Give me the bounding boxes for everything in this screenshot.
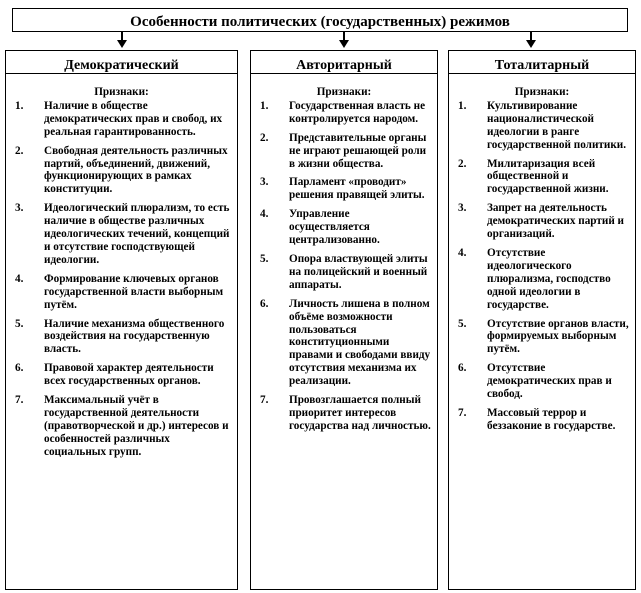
item-number: 4.: [260, 208, 269, 221]
item-number: 6.: [260, 297, 269, 310]
item-number: 6.: [458, 362, 467, 375]
item-number: 5.: [260, 252, 269, 265]
item-text: Наличие механизма общественного воздействия на государственную власть.: [44, 317, 225, 356]
item-number: 2.: [260, 131, 269, 144]
item-text: Парламент «проводит» решения правящей элиты.: [289, 176, 425, 202]
list-item: [255, 132, 433, 171]
list-item: [453, 247, 631, 312]
item-number: 1.: [260, 99, 269, 112]
item-text: Свободная деятельность различных партий, объединений, движений, функционирующих в рамках конституции.: [44, 144, 228, 196]
item-number: 2.: [458, 157, 467, 170]
list-item: [10, 273, 233, 312]
list-item: [10, 100, 233, 139]
column-democratic: [5, 50, 238, 590]
item-number: 7.: [458, 406, 467, 419]
item-text: Отсутствие органов власти, формируемых выборным путём.: [487, 317, 629, 356]
features-label: Признаки:: [316, 86, 372, 98]
feature-list: [453, 100, 631, 433]
item-text: Отсутствие демократических прав и свобод.: [487, 362, 612, 401]
item-number: 5.: [15, 317, 24, 330]
features-label: Признаки:: [94, 86, 149, 98]
list-item: [453, 158, 631, 197]
item-text: Формирование ключевых органов государственной власти выборным путём.: [44, 272, 224, 311]
column-header: Авторитарный: [251, 51, 437, 74]
item-text: Провозглашается полный приоритет интересов государства над личностью.: [289, 394, 431, 432]
item-number: 1.: [458, 99, 467, 112]
list-item: [255, 298, 433, 388]
item-text: Правовой характер деятельности всех государственных органов.: [44, 362, 214, 388]
item-text: Запрет на деятельность демократических партий и организаций.: [487, 202, 625, 241]
list-item: [453, 362, 631, 401]
item-number: 7.: [260, 394, 269, 407]
list-item: [255, 394, 433, 433]
list-item: [453, 100, 631, 152]
features-label: Признаки:: [514, 86, 570, 98]
feature-list: [255, 100, 433, 433]
item-number: 4.: [15, 272, 24, 285]
item-number: 6.: [15, 362, 24, 375]
item-text: Наличие в обществе демократических прав и свобод, их реальная гарантированность.: [44, 99, 223, 138]
item-text: Массовый террор и беззаконие в государстве.: [487, 406, 616, 432]
item-text: Государственная власть не контролируется народом.: [289, 99, 426, 125]
item-text: Культивирование националистической идеологии в ранге государственной политики.: [487, 99, 627, 151]
list-item: [255, 253, 433, 292]
item-text: Милитаризация всей общественной и государственной жизни.: [487, 157, 609, 196]
item-text: Идеологический плюрализм, то есть наличие в обществе различных идеологических течений, концепций и отсутствие господствующей идеологии.: [44, 202, 230, 266]
list-item: [10, 145, 233, 197]
list-item: [453, 202, 631, 241]
list-item: [453, 407, 631, 433]
column-header: Демократический: [6, 51, 237, 74]
list-item: [10, 362, 233, 388]
list-item: [10, 318, 233, 357]
item-number: 5.: [458, 317, 467, 330]
item-text: Опора властвующей элиты на полицейский и военный аппараты.: [289, 252, 428, 291]
item-number: 3.: [15, 202, 24, 215]
item-number: 7.: [15, 394, 24, 407]
feature-list: [10, 100, 233, 459]
column-authoritarian: [250, 50, 438, 590]
list-item: [255, 100, 433, 126]
item-text: Представительные органы не играют решающей роли в жизни общества.: [289, 131, 427, 170]
list-item: [255, 176, 433, 202]
diagram-title: Особенности политических (государственных) режимов: [12, 8, 628, 32]
list-item: [10, 394, 233, 459]
column-totalitarian: [448, 50, 636, 590]
item-number: 4.: [458, 246, 467, 259]
item-number: 3.: [260, 176, 269, 189]
column-header: Тоталитарный: [449, 51, 635, 74]
list-item: [10, 202, 233, 267]
item-text: Управление осуществляется централизованно.: [289, 208, 380, 247]
item-text: Личность лишена в полном объёме возможности пользоваться конституционными правами и свободами ввиду отсутствия механизма их реализации.: [289, 297, 431, 388]
list-item: [453, 318, 631, 357]
item-text: Максимальный учёт в государственной деятельности (правотворческой и др.) интересов и особенностей различных социальных групп.: [44, 394, 229, 458]
list-item: [255, 208, 433, 247]
item-text: Отсутствие идеологического плюрализма, господство одной идеологии в государстве.: [487, 246, 611, 311]
item-number: 2.: [15, 144, 24, 157]
item-number: 3.: [458, 202, 467, 215]
item-number: 1.: [15, 99, 24, 112]
